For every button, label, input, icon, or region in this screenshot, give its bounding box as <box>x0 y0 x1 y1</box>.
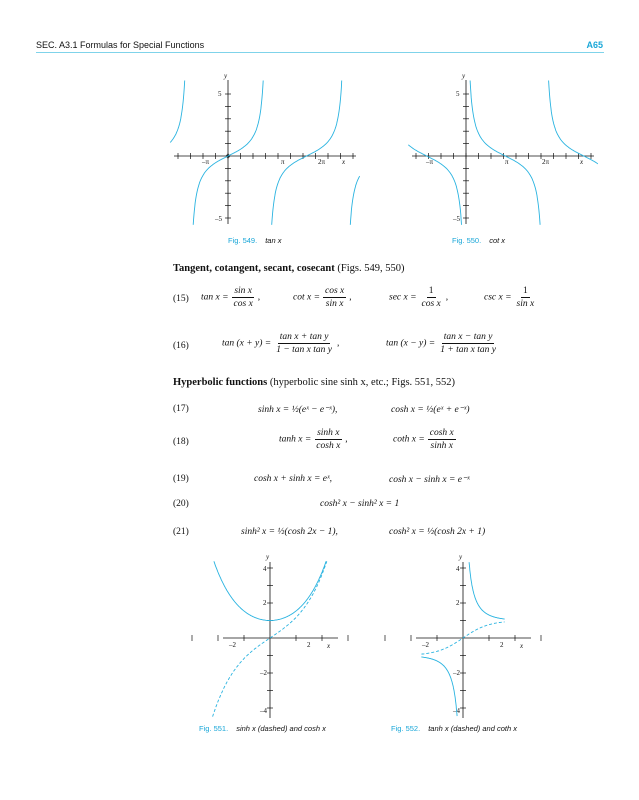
cot-branch-3 <box>549 81 598 164</box>
eq18-number: (18) <box>173 437 189 447</box>
tan-branch-3 <box>350 176 359 225</box>
tan-x-label: x <box>342 158 346 166</box>
tanhcoth-tick-2: 2 <box>456 599 460 607</box>
eq19-sum: cosh x + sinh x = eˣ, <box>254 474 333 484</box>
eq21-cosh-sq: cosh² x = ½(cosh 2x + 1) <box>389 527 486 537</box>
cot-tick-2pi: 2π <box>542 158 550 166</box>
sinhcosh-xtick-2: 2 <box>307 641 311 649</box>
cot-y-label: y <box>462 72 466 80</box>
tanhcoth-tick-4: 4 <box>456 565 460 573</box>
eq17-cosh: cosh x = ½(eˣ + e⁻ˣ) <box>391 405 470 415</box>
sinhcosh-y-label: y <box>266 553 270 561</box>
eq18-tanh: tanh x = $\frac{\text{sinh x}}{\text{cosh x}}$ , <box>279 428 348 451</box>
tanhcoth-tick-neg2: –2 <box>453 669 460 677</box>
eq15-sec: sec x = $\frac{1}{\text{cos x}}$ , <box>389 286 449 309</box>
tan-y-label: y <box>224 72 228 80</box>
page-number: A65 <box>586 40 603 50</box>
cot-axes <box>412 80 594 224</box>
eq15-tan: tan x = $\frac{\text{sin x}}{\text{cos x}}$ , <box>201 286 261 309</box>
fig550-caption: Fig. 550. cot x <box>452 236 506 245</box>
sinh-cosh-graph <box>213 550 343 720</box>
cot-branch-2 <box>470 81 540 225</box>
cot-tick-neg5: –5 <box>453 215 460 223</box>
tan-tick-neg5: –5 <box>215 215 222 223</box>
tan-tick-2pi: 2π <box>318 158 326 166</box>
eq16-number: (16) <box>173 341 189 351</box>
eq17-number: (17) <box>173 404 189 414</box>
eq15-csc: csc x = $\frac{1}{\text{sin x}}$ <box>484 286 535 309</box>
fig551-caption: Fig. 551. sinh x (dashed) and cosh x <box>199 724 326 733</box>
eq16-tan-diff: tan (x − y) = $\frac{\text{tan x − tan y}}{\text{1 + tan x tan y}}$ <box>386 332 496 355</box>
cot-x-label: x <box>580 158 584 166</box>
trig-heading: Tangent, cotangent, secant, cosecant (Figs. 549, 550) <box>173 263 405 274</box>
tanhcoth-y-label: y <box>459 553 463 561</box>
eq20-identity: cosh² x − sinh² x = 1 <box>320 499 400 509</box>
tan-tick-pi: π <box>281 158 285 166</box>
tan-graph <box>170 70 370 230</box>
tanhcoth-coth-1 <box>421 657 457 716</box>
cot-tick-pi: π <box>505 158 509 166</box>
tan-branch-0 <box>170 81 185 143</box>
eq15-number: (15) <box>173 294 189 304</box>
tanhcoth-coth-0 <box>469 562 505 619</box>
tan-tick-neg-pi: –π <box>202 158 210 166</box>
sinhcosh-tick-2: 2 <box>263 599 267 607</box>
eq20-number: (20) <box>173 499 189 509</box>
header-rule <box>36 52 604 53</box>
tanhcoth-xtick-2: 2 <box>500 641 504 649</box>
hyp-heading: Hyperbolic functions (hyperbolic sine sinh x, etc.; Figs. 551, 552) <box>173 377 456 388</box>
tanhcoth-x-label: x <box>520 642 524 650</box>
cot-graph <box>408 70 608 230</box>
eq16-tan-sum: tan (x + y) = $\frac{\text{tan x + tan y}}{\text{1 − tan x tan y}}$ , <box>222 332 340 355</box>
cot-tick-neg-pi: –π <box>426 158 434 166</box>
tan-tick-5: 5 <box>218 90 222 98</box>
sinhcosh-xtick-neg2: –2 <box>229 641 236 649</box>
eq19-diff: cosh x − sinh x = e⁻ˣ <box>389 475 470 485</box>
tan-axes <box>174 80 356 224</box>
tan-branch-2 <box>272 81 342 225</box>
sinhcosh-tick-neg4: –4 <box>260 707 267 715</box>
eq15-cot: cot x = $\frac{\text{cos x}}{\text{sin x}}$ , <box>293 286 352 309</box>
eq19-number: (19) <box>173 474 189 484</box>
tanhcoth-tick-neg4: –4 <box>453 707 460 715</box>
tanhcoth-xtick-neg2: –2 <box>422 641 429 649</box>
eq17-sinh: sinh x = ½(eˣ − e⁻ˣ), <box>258 405 338 415</box>
fig552-caption: Fig. 552. tanh x (dashed) and coth x <box>391 724 517 733</box>
running-header: SEC. A3.1 Formulas for Special Functions <box>36 40 205 50</box>
tanh-coth-graph <box>406 550 536 720</box>
eq18-coth: coth x = $\frac{\text{cosh x}}{\text{sinh x}}$ <box>393 428 454 451</box>
fig549-caption: Fig. 549. tan x <box>228 236 282 245</box>
eq21-sinh-sq: sinh² x = ½(cosh 2x − 1), <box>241 527 338 537</box>
sinhcosh-tick-4: 4 <box>263 565 267 573</box>
eq21-number: (21) <box>173 527 189 537</box>
sinhcosh-tick-neg2: –2 <box>260 669 267 677</box>
cot-tick-5: 5 <box>456 90 460 98</box>
sinhcosh-x-label: x <box>327 642 331 650</box>
